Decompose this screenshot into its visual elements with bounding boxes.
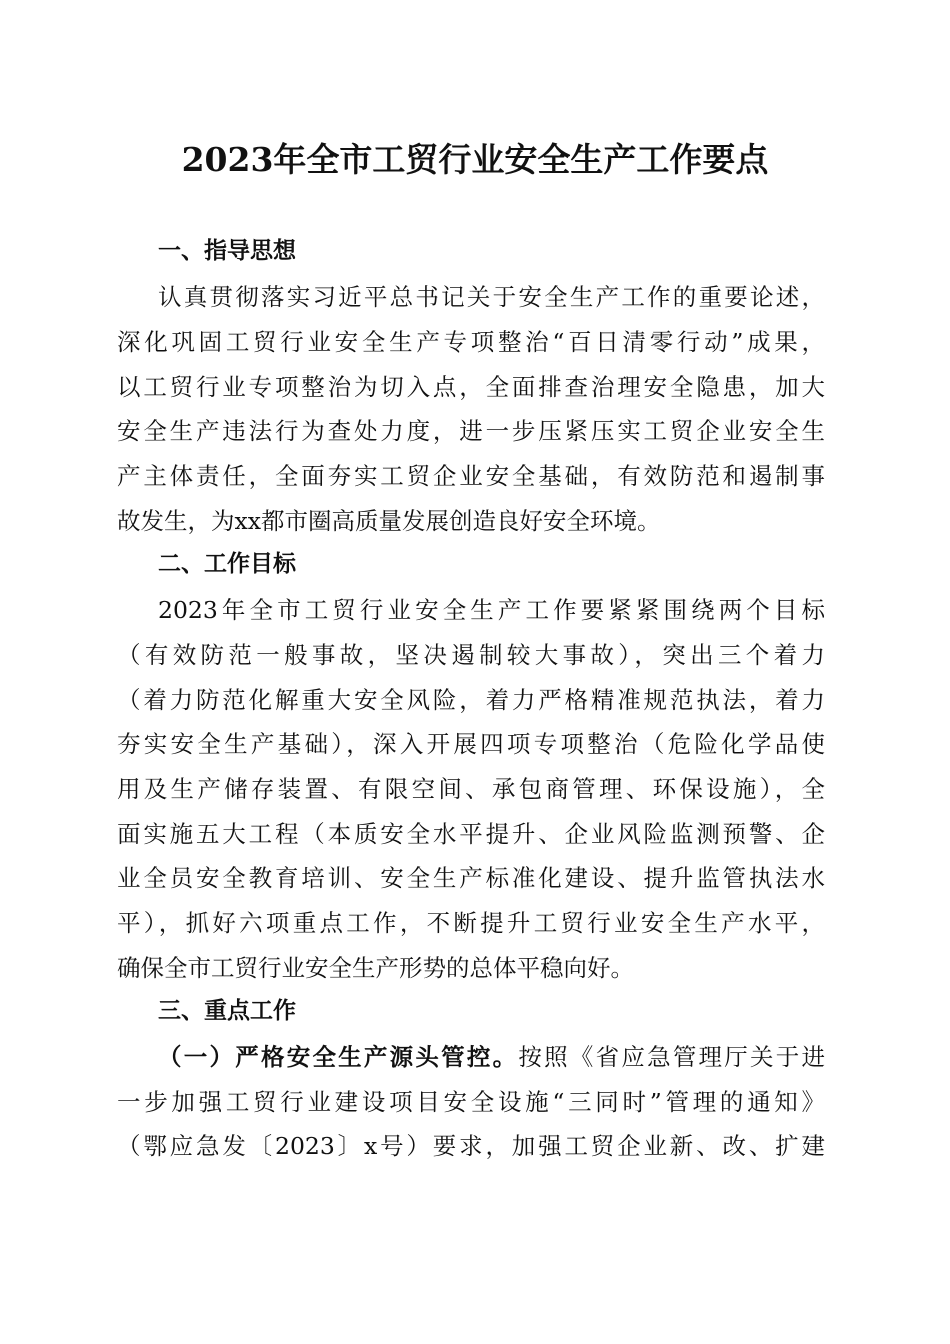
paragraph-line: 用及生产储存装置、有限空间、承包商管理、环保设施），全 bbox=[117, 775, 825, 803]
paragraph-line: 面实施五大工程（本质安全水平提升、企业风险监测预警、企 bbox=[117, 820, 825, 848]
paragraph-line: 一步加强工贸行业建设项目安全设施“三同时”管理的通知》 bbox=[117, 1088, 825, 1116]
section-heading-guiding-ideology: 一、指导思想 bbox=[158, 238, 296, 264]
paragraph-line: 故发生，为xx都市圈高质量发展创造良好安全环境。 bbox=[117, 507, 661, 535]
item-text: 按照《省应急管理厅关于进 bbox=[518, 1043, 826, 1071]
paragraph-line: 认真贯彻落实习近平总书记关于安全生产工作的重要论述， bbox=[158, 283, 825, 311]
paragraph-line: 深化巩固工贸行业安全生产专项整治“百日清零行动”成果， bbox=[117, 328, 825, 356]
paragraph-line: 确保全市工贸行业安全生产形势的总体平稳向好。 bbox=[117, 954, 634, 982]
paragraph-line: 夯实安全生产基础），深入开展四项专项整治（危险化学品使 bbox=[117, 730, 825, 758]
section-heading-key-tasks: 三、重点工作 bbox=[158, 998, 296, 1024]
paragraph-line: 业全员安全教育培训、安全生产标准化建设、提升监管执法水 bbox=[117, 864, 825, 892]
paragraph-line: 产主体责任，全面夯实工贸企业安全基础，有效防范和遏制事 bbox=[117, 462, 825, 490]
item-lead: （一）严格安全生产源头管控。 bbox=[158, 1043, 519, 1071]
paragraph-line-item-1 bbox=[158, 1042, 825, 1072]
paragraph-line: 以工贸行业专项整治为切入点，全面排查治理安全隐患，加大 bbox=[117, 373, 825, 401]
paragraph-line: （着力防范化解重大安全风险，着力严格精准规范执法，着力 bbox=[117, 686, 825, 714]
paragraph-line: 平），抓好六项重点工作，不断提升工贸行业安全生产水平， bbox=[117, 909, 825, 937]
document-title: 2023年全市工贸行业安全生产工作要点 bbox=[181, 140, 769, 179]
paragraph-line: （有效防范一般事故，坚决遏制较大事故），突出三个着力 bbox=[117, 641, 825, 669]
paragraph-line: 2023年全市工贸行业安全生产工作要紧紧围绕两个目标 bbox=[158, 596, 825, 624]
section-heading-work-goals: 二、工作目标 bbox=[158, 551, 296, 577]
paragraph-line: （鄂应急发〔2023〕x号）要求，加强工贸企业新、改、扩建 bbox=[117, 1132, 825, 1160]
paragraph-line: 安全生产违法行为查处力度，进一步压紧压实工贸企业安全生 bbox=[117, 417, 825, 445]
